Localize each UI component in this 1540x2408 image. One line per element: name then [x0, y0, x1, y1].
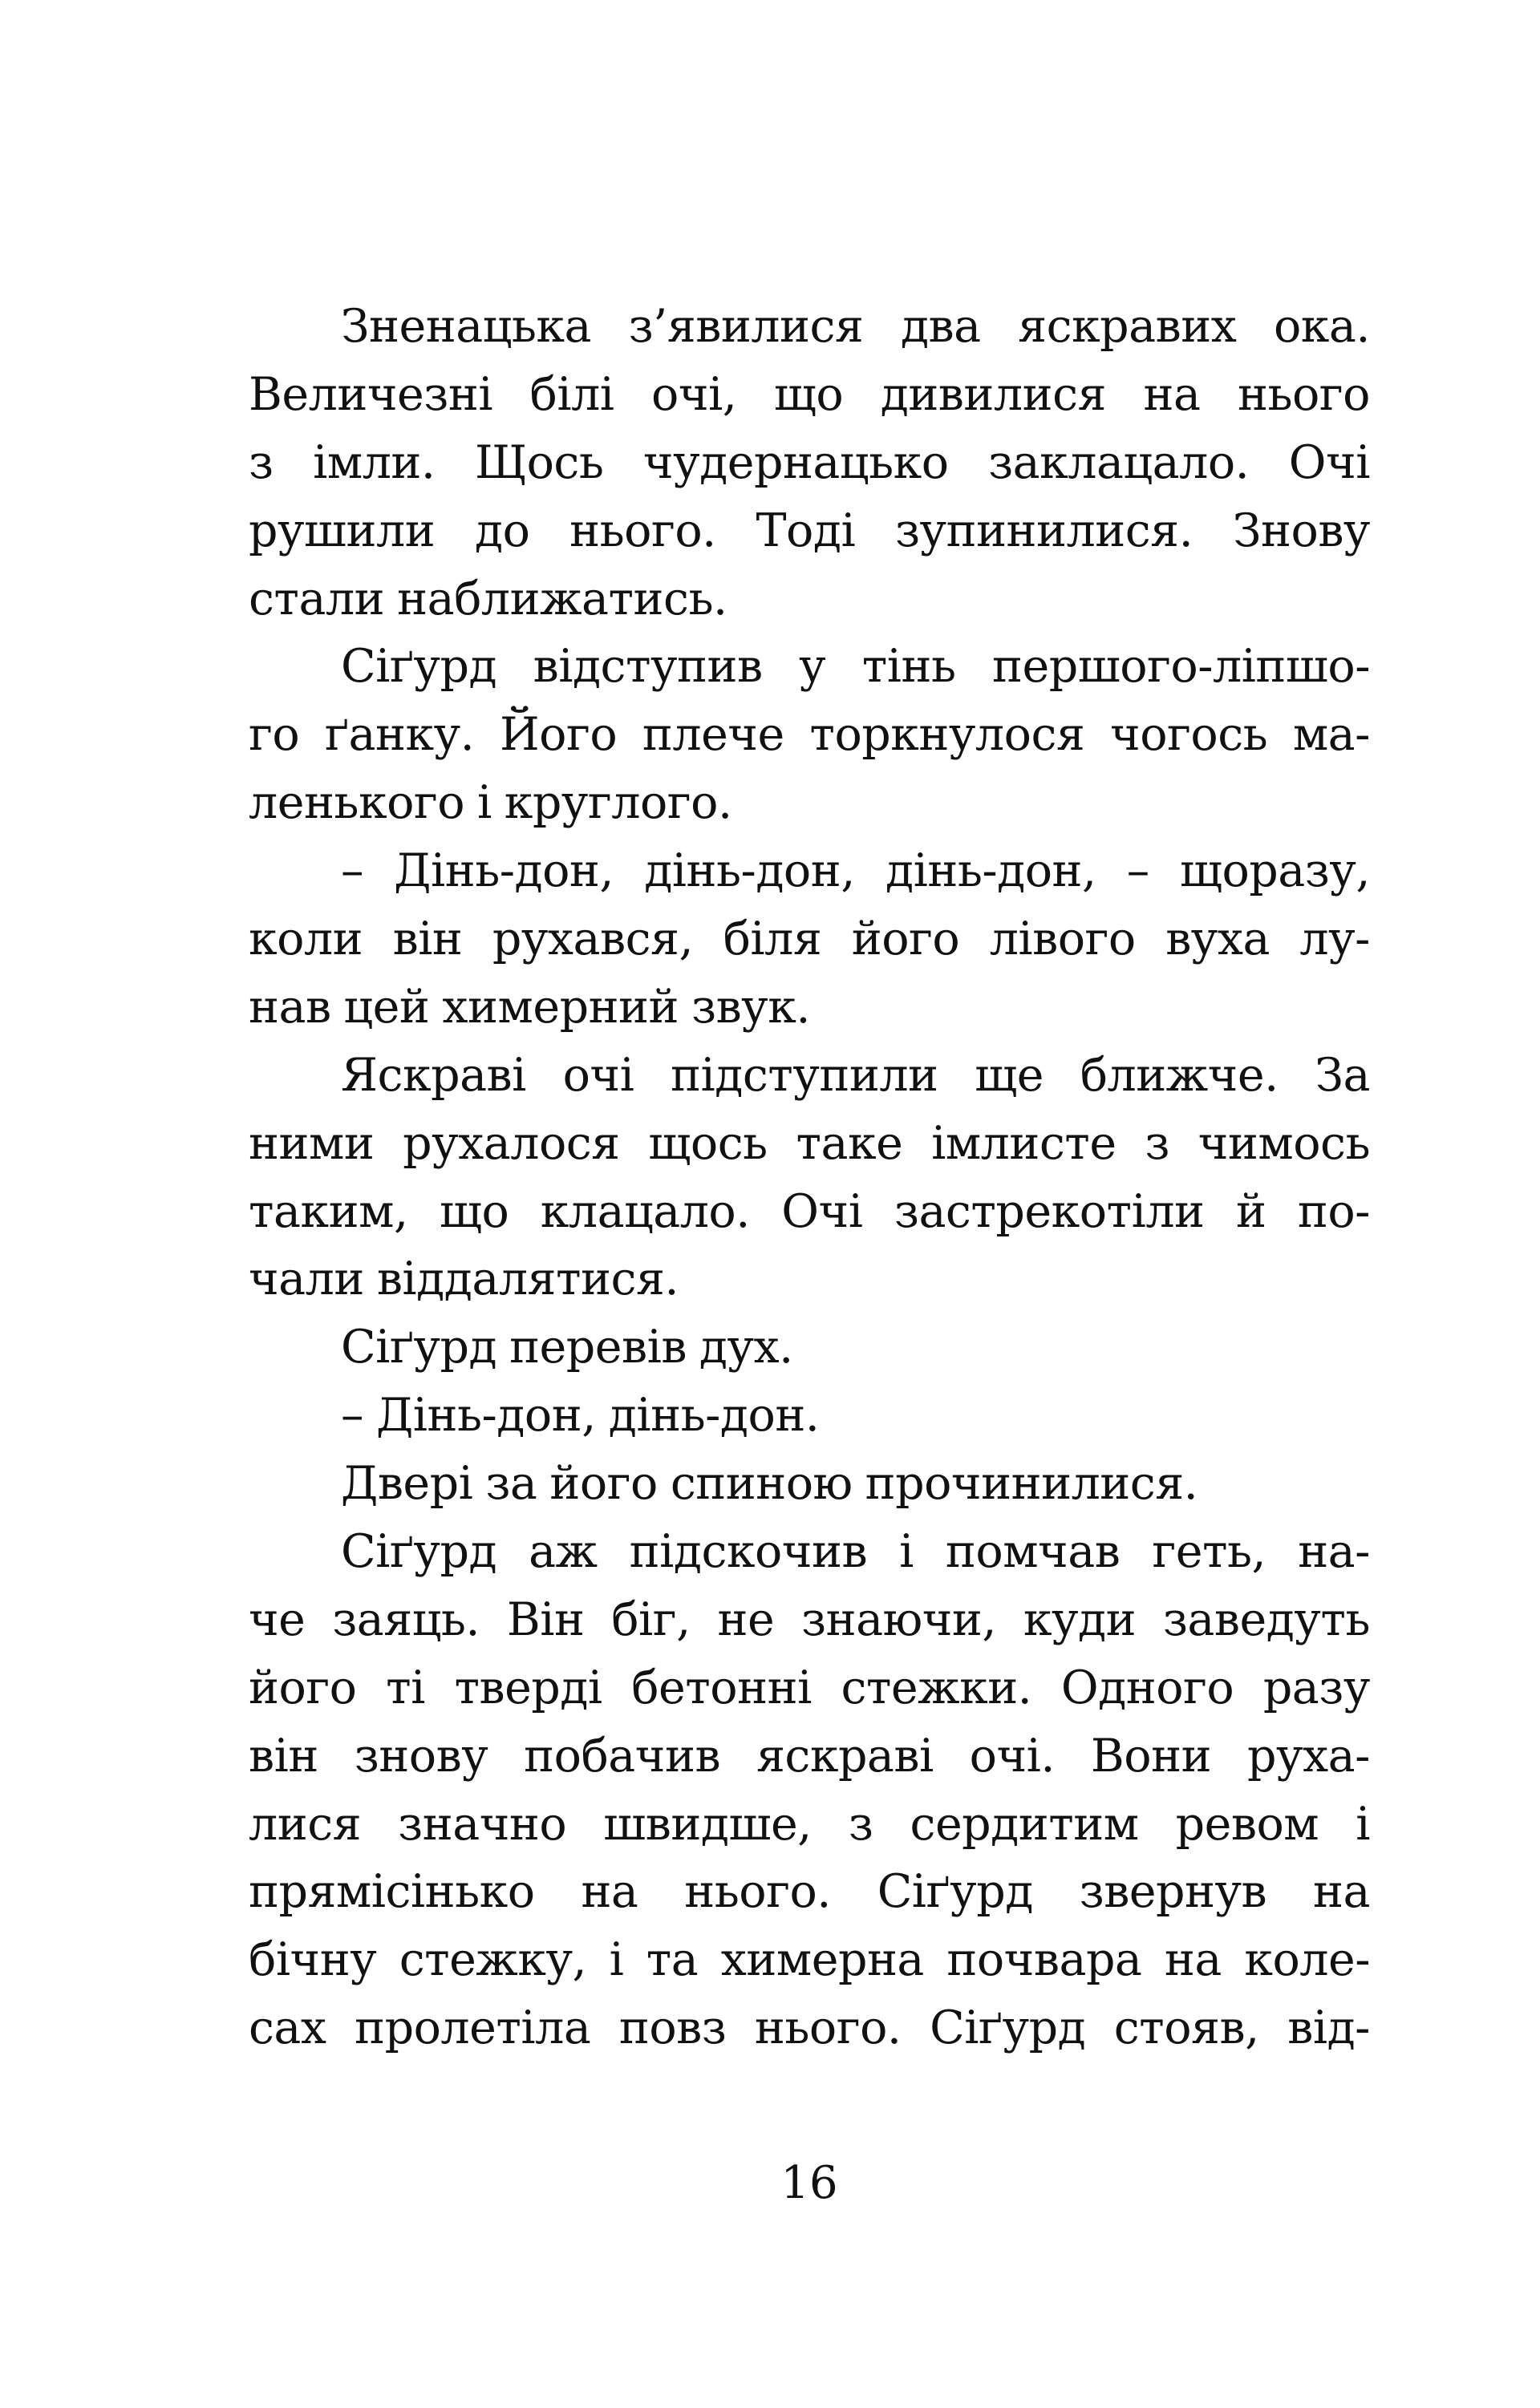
word: на [1143, 367, 1201, 421]
paragraph [249, 1382, 1370, 1450]
word: з [249, 435, 274, 489]
word: що [440, 1184, 509, 1238]
word: яскравих [1018, 300, 1237, 353]
text-line [249, 1994, 1370, 2062]
word: і [899, 1525, 914, 1579]
word: Він [506, 1593, 585, 1646]
word: плече [642, 708, 784, 762]
word: першого-ліпшо- [992, 640, 1370, 694]
word: Сіґурд [341, 1321, 497, 1374]
word: таким, [249, 1184, 408, 1238]
text-line [249, 701, 1370, 769]
word: Тоді [756, 504, 856, 557]
text-line [249, 1722, 1370, 1791]
word: знаючи, [801, 1593, 997, 1646]
word: Сіґурд [877, 1865, 1033, 1919]
text-line [249, 1382, 1370, 1450]
word: дінь-дон. [608, 1389, 820, 1443]
word: стояв, [1113, 2001, 1259, 2055]
text-line [249, 837, 1370, 905]
word: його [851, 913, 960, 966]
word: дінь-дон, [886, 844, 1096, 898]
word: За [1315, 1048, 1370, 1102]
text-line [249, 769, 1370, 837]
text-line [249, 1791, 1370, 1859]
word: геть, [1152, 1525, 1266, 1579]
word: ще [975, 1048, 1044, 1102]
word: і [1356, 1797, 1370, 1851]
text-line [249, 1926, 1370, 1994]
word: Яскраві [341, 1048, 526, 1102]
word: клацало. [540, 1184, 750, 1238]
word: почвара [946, 1933, 1142, 1987]
word: й [1235, 1184, 1266, 1238]
word: Сіґурд [341, 640, 497, 694]
word: сердитим [910, 1797, 1139, 1851]
word: помчав [945, 1525, 1121, 1579]
text-line [249, 1042, 1370, 1110]
word: че [249, 1593, 306, 1646]
word: побачив [524, 1729, 721, 1783]
word: не [717, 1593, 775, 1646]
text-line [249, 973, 1370, 1042]
word: біг, [611, 1593, 691, 1646]
word: Знову [1233, 504, 1370, 557]
word: та [646, 1933, 699, 1987]
word: Дінь-дон, [394, 844, 614, 898]
word: з [1145, 1116, 1169, 1170]
word: нього. [754, 2001, 902, 2055]
word: тінь [861, 640, 956, 694]
word: Дінь-дон, [375, 1389, 596, 1443]
text-line [249, 429, 1370, 497]
word: ленького [249, 776, 465, 830]
paragraph [249, 1518, 1370, 2062]
word: ока. [1273, 300, 1370, 353]
word: разу [1262, 1661, 1370, 1714]
word: імлисте [931, 1116, 1116, 1170]
word: перевів [509, 1321, 687, 1374]
word: Вони [1090, 1729, 1212, 1783]
word: два [900, 300, 981, 353]
word: химерна [720, 1933, 924, 1987]
word: чудернацько [642, 435, 949, 489]
word: го [249, 708, 300, 762]
word: коли [249, 913, 363, 966]
word: щоразу, [1179, 844, 1370, 898]
word: яскраві [756, 1729, 934, 1783]
word: щось [648, 1116, 768, 1170]
word: химерний [442, 980, 679, 1034]
text-line [249, 497, 1370, 565]
word: з’явилися [628, 300, 864, 353]
word: на [1312, 1865, 1370, 1919]
word: і [477, 776, 492, 830]
word: очі, [651, 367, 737, 421]
word: Сіґурд [341, 1525, 497, 1579]
word: бетонні [631, 1661, 812, 1714]
word: звук. [691, 980, 810, 1034]
word: Щось [475, 435, 604, 489]
word: Очі [1288, 435, 1370, 489]
word: заклацало. [988, 435, 1250, 489]
word: ревом [1175, 1797, 1319, 1851]
word: заяць. [332, 1593, 480, 1646]
word: від- [1287, 2001, 1370, 2055]
word: повз [618, 2001, 727, 2055]
word: і [609, 1933, 624, 1987]
word: підступили [671, 1048, 938, 1102]
word: на- [1298, 1525, 1370, 1579]
word: імли. [313, 435, 436, 489]
word: до [474, 504, 530, 557]
word: чогось [1110, 708, 1268, 762]
text-line [249, 1245, 1370, 1313]
word: прочинилися. [865, 1457, 1198, 1511]
word: круглого. [504, 776, 732, 830]
word: дивилися [880, 367, 1106, 421]
word: нав [249, 980, 331, 1034]
word: біля [723, 913, 822, 966]
word: Двері [341, 1457, 473, 1511]
word: лівого [989, 913, 1136, 966]
text-line [249, 1858, 1370, 1926]
word: очі. [969, 1729, 1056, 1783]
word: торкнулося [809, 708, 1085, 762]
word: куди [1023, 1593, 1137, 1646]
word: бічну [249, 1933, 377, 1987]
paragraph [249, 1313, 1370, 1382]
word: звернув [1079, 1865, 1267, 1919]
text-line [249, 1518, 1370, 1586]
word: стежку, [399, 1933, 587, 1987]
page-number: 16 [780, 2157, 838, 2209]
paragraph [249, 1042, 1370, 1314]
word: рушили [249, 504, 436, 557]
word: підскочив [629, 1525, 868, 1579]
text-line [249, 1450, 1370, 1518]
word: ті [386, 1661, 425, 1714]
paragraph [249, 1450, 1370, 1518]
word: що [773, 367, 844, 421]
text-line [249, 633, 1370, 701]
word: нього. [569, 504, 716, 557]
word: Його [499, 708, 618, 762]
word: заведуть [1162, 1593, 1370, 1646]
word: нього. [684, 1865, 831, 1919]
word: сах [249, 2001, 326, 2055]
word: спиною [670, 1457, 853, 1511]
word: ними [249, 1116, 375, 1170]
word: коле- [1244, 1933, 1370, 1987]
word: зупинилися. [894, 504, 1194, 557]
word: швидше, [603, 1797, 812, 1851]
word: він [392, 913, 463, 966]
word: цей [343, 980, 430, 1034]
word: чали [249, 1253, 364, 1306]
word: дінь-дон, [644, 844, 855, 898]
paragraph [249, 837, 1370, 1042]
text-line [249, 1178, 1370, 1246]
word: його [549, 1457, 658, 1511]
word: – [1126, 844, 1149, 898]
word: наближатись. [397, 572, 727, 625]
word: він [249, 1729, 318, 1783]
word: – [341, 844, 363, 898]
word: Одного [1060, 1661, 1234, 1714]
word: прямісінько [249, 1865, 535, 1919]
text-line [249, 293, 1370, 361]
text-line [249, 905, 1370, 973]
word: застрекотіли [894, 1184, 1205, 1238]
word: Величезні [249, 367, 493, 421]
word: значно [398, 1797, 567, 1851]
word: за [485, 1457, 537, 1511]
word: тверді [454, 1661, 602, 1714]
word: рухався, [492, 913, 694, 966]
word: лу- [1299, 913, 1370, 966]
text-line [249, 1654, 1370, 1722]
text-line [249, 565, 1370, 633]
word: білі [529, 367, 614, 421]
text-line [249, 1586, 1370, 1654]
body-text [249, 293, 1370, 2062]
word: ближче. [1080, 1048, 1279, 1102]
word: віддалятися. [376, 1253, 679, 1306]
word: Очі [781, 1184, 863, 1238]
word: очі [562, 1048, 634, 1102]
word: таке [796, 1116, 903, 1170]
word: у [799, 640, 826, 694]
text-line [249, 361, 1370, 429]
paragraph [249, 633, 1370, 837]
word: його [249, 1661, 357, 1714]
word: на [581, 1865, 638, 1919]
word: по- [1297, 1184, 1370, 1238]
word: знову [354, 1729, 488, 1783]
word: ґанку. [324, 708, 475, 762]
word: пролетіла [355, 2001, 591, 2055]
text-line [249, 1110, 1370, 1178]
word: лися [249, 1797, 362, 1851]
paragraph [249, 293, 1370, 633]
text-line [249, 1313, 1370, 1382]
word: нього [1237, 367, 1370, 421]
word: на [1164, 1933, 1222, 1987]
word: відступив [533, 640, 763, 694]
word: дух. [699, 1321, 793, 1374]
word: рухалося [403, 1116, 620, 1170]
word: вуха [1165, 913, 1270, 966]
word: – [341, 1389, 363, 1443]
word: стали [249, 572, 385, 625]
word: стежки. [841, 1661, 1032, 1714]
word: чимось [1198, 1116, 1370, 1170]
word: руха- [1247, 1729, 1370, 1783]
word: з [848, 1797, 873, 1851]
word: Зненацька [341, 300, 592, 353]
word: ма- [1292, 708, 1370, 762]
word: аж [529, 1525, 598, 1579]
word: Сіґурд [930, 2001, 1086, 2055]
